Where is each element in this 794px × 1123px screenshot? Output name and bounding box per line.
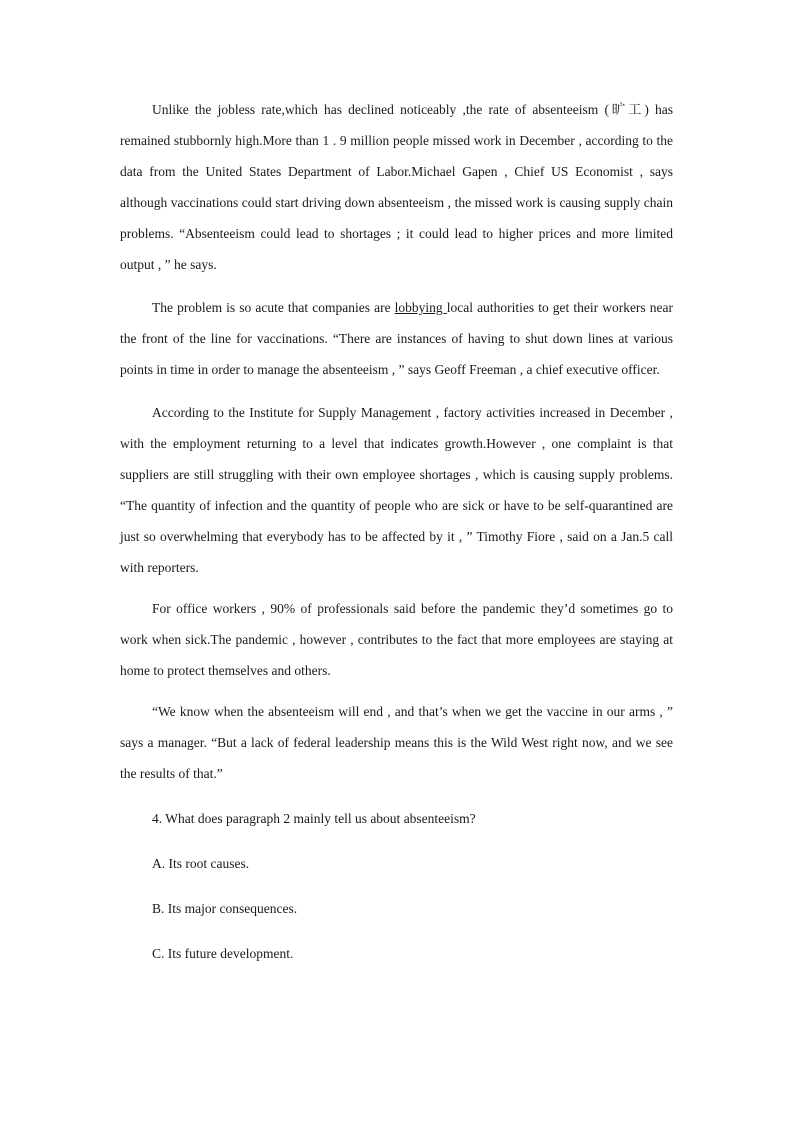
paragraph-1: Unlike the jobless rate,which has declined noticeably ,the rate of absenteeism (旷工) has remained stubbornly high.More than 1 . 9 million people missed work in December , according to the data from the United States Department of Labor.Michael Gapen , Chief US Economist , says although vaccinations could start driving down absenteeism , the missed work is causing supply chain problems. “Absenteeism could lead to shortages ; it could lead to higher prices and more limited output , ” he says. — [120, 102, 673, 272]
option-b: B. Its major consequences. — [152, 901, 298, 916]
question-block — [120, 803, 673, 969]
paragraph-2-text-before: The problem is so acute that companies are — [152, 300, 395, 315]
option-c: C. Its future development. — [152, 946, 294, 961]
paragraph-2 — [120, 292, 673, 385]
document-page — [120, 94, 673, 969]
paragraph-2-text-after: local authorities to get their workers near the front of the line for vaccinations. “There are instances of having to shut down lines at various points in time in order to manage the absenteeism , ” says Geoff Freeman , a chief executive officer. — [120, 300, 674, 377]
paragraph-3: According to the Institute for Supply Management , factory activities increased in December , with the employment returning to a level that indicates growth.However , one complaint is that suppliers are still struggling with their own employee shortages , which is causing supply problems. “The quantity of infection and the quantity of people who are sick or have to be self-quarantined are just so overwhelming that everybody has to be affected by it , ” Timothy Fiore , said on a Jan.5 call with reporters. — [120, 405, 673, 575]
paragraph-4: For office workers , 90% of professionals said before the pandemic they’d sometimes go to work when sick.The pandemic , however , contributes to the fact that more employees are staying at home to protect themselves and others. — [120, 601, 673, 678]
paragraph-5: “We know when the absenteeism will end , and that’s when we get the vaccine in our arms , ” says a manager. “But a lack of federal leadership means this is the Wild West right now, and we see the results of that.” — [120, 704, 673, 781]
option-a: A. Its root causes. — [152, 856, 250, 871]
underlined-word-lobbying: lobbying — [394, 300, 447, 315]
question-text: 4. What does paragraph 2 mainly tell us about absenteeism? — [152, 811, 476, 826]
